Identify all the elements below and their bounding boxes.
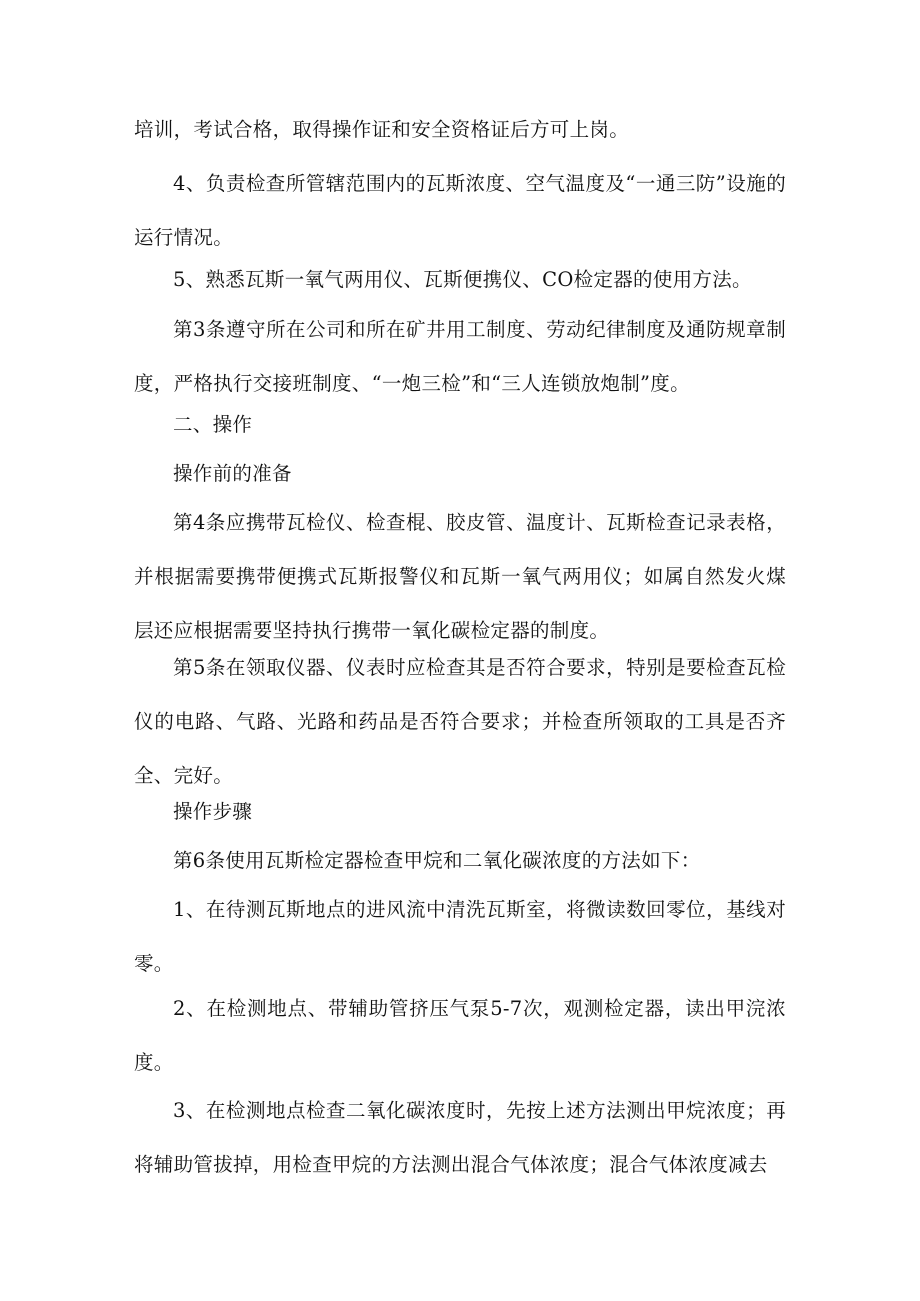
paragraph-step-3: 3、在检测地点检查二氧化碳浓度时，先按上述方法测出甲烷浓度；再将辅助管拔掉，用检查甲烷的方法测出混合气体浓度；混合气体浓度减去 [134, 1099, 786, 1176]
subheading-steps: 操作步骤 [173, 800, 253, 823]
paragraph-step-1: 1、在待测瓦斯地点的进风流中清洗瓦斯室，将微读数回零位，基线对零。 [134, 898, 786, 975]
paragraph-article-5: 第5条在领取仪器、仪表时应检查其是否符合要求，特别是要检查瓦检仪的电路、气路、光路和药品是否符合要求；并检查所领取的工具是否齐全、完好。 [134, 656, 786, 787]
paragraph-article-6: 第6条使用瓦斯检定器检查甲烷和二氧化碳浓度的方法如下： [173, 849, 701, 872]
paragraph-training: 培训，考试合格，取得操作证和安全资格证后方可上岗。 [134, 118, 630, 141]
paragraph-item-4: 4、负责检查所管辖范围内的瓦斯浓度、空气温度及“一通三防”设施的运行情况。 [134, 172, 786, 249]
paragraph-step-2: 2、在检测地点、带辅助管挤压气泵5-7次，观测检定器，读出甲浣浓度。 [134, 997, 786, 1074]
subheading-preparation: 操作前的准备 [173, 462, 292, 485]
section-heading-operation: 二、操作 [173, 413, 253, 436]
paragraph-item-5: 5、熟悉瓦斯一氧气两用仪、瓦斯便携仪、CO检定器的使用方法。 [173, 268, 752, 291]
paragraph-article-4: 第4条应携带瓦检仪、检查棍、胶皮管、温度计、瓦斯检查记录表格，并根据需要携带便携式瓦斯报警仪和瓦斯一氧气两用仪；如属自然发火煤层还应根据需要坚持执行携带一氧化碳检定器的制度。 [134, 511, 786, 642]
paragraph-article-3: 第3条遵守所在公司和所在矿井用工制度、劳动纪律制度及通防规章制度，严格执行交接班制度、“一炮三检”和“三人连锁放炮制”度。 [134, 318, 786, 395]
